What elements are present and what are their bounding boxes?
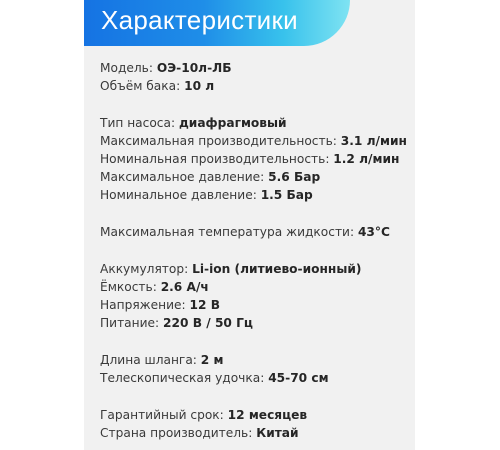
spec-value: 45-70 см [268, 371, 329, 385]
spec-row-warranty [100, 406, 415, 424]
spec-label: Модель: [100, 61, 157, 75]
spec-group-pump [100, 114, 415, 204]
spec-label: Максимальная производительность: [100, 134, 341, 148]
spec-row-nominal-flow [100, 150, 415, 168]
spec-row-battery [100, 260, 415, 278]
spec-label: Длина шланга: [100, 353, 201, 367]
spec-label: Тип насоса: [100, 116, 179, 130]
spec-value: 1.5 Бар [260, 188, 313, 202]
spec-label: Страна производитель: [100, 426, 257, 440]
spec-row-max-flow [100, 132, 415, 150]
spec-group-model [100, 59, 415, 95]
spec-value: 3.1 л/мин [340, 134, 407, 148]
spec-row-hose-length [100, 351, 415, 369]
spec-row-capacity [100, 278, 415, 296]
spec-row-telescopic-wand [100, 369, 415, 387]
spec-value: 220 В / 50 Гц [163, 316, 253, 330]
spec-label: Питание: [100, 316, 164, 330]
spec-label: Номинальная производительность: [100, 152, 334, 166]
spec-row-power-supply [100, 314, 415, 332]
spec-row-model [100, 59, 415, 77]
spec-value: ОЭ-10л-ЛБ [156, 61, 232, 75]
spec-label: Аккумулятор: [100, 262, 193, 276]
spec-value: диафрагмовый [178, 116, 287, 130]
spec-row-tank-volume [100, 77, 415, 95]
spec-row-max-temperature [100, 223, 415, 241]
spec-value: 5.6 Бар [268, 170, 321, 184]
spec-card [84, 0, 415, 450]
spec-list [100, 59, 415, 450]
spec-label: Объём бака: [100, 79, 185, 93]
spec-row-pump-type [100, 114, 415, 132]
spec-label: Максимальная температура жидкости: [100, 225, 358, 239]
spec-group-warranty [100, 406, 415, 442]
spec-row-voltage [100, 296, 415, 314]
spec-label: Телескопическая удочка: [100, 371, 269, 385]
spec-row-max-pressure [100, 168, 415, 186]
spec-label: Гарантийный срок: [100, 408, 228, 422]
spec-row-country [100, 424, 415, 442]
spec-value: 2 м [200, 353, 224, 367]
spec-value: 1.2 л/мин [333, 152, 400, 166]
spec-value: 12 месяцев [227, 408, 308, 422]
page-title: Характеристики [101, 5, 298, 35]
spec-label: Ёмкость: [100, 280, 161, 294]
spec-group-battery [100, 260, 415, 332]
spec-value: Li-ion (литиево-ионный) [192, 262, 362, 276]
spec-group-temperature [100, 223, 415, 241]
spec-value: 12 В [189, 298, 221, 312]
spec-value: 43°C [357, 225, 390, 239]
spec-group-hose [100, 351, 415, 387]
spec-value: Китай [256, 426, 299, 440]
spec-label: Номинальное давление: [100, 188, 261, 202]
spec-label: Максимальное давление: [100, 170, 269, 184]
spec-value: 2.6 А/ч [160, 280, 209, 294]
spec-value: 10 л [184, 79, 215, 93]
spec-row-nominal-pressure [100, 186, 415, 204]
spec-label: Напряжение: [100, 298, 190, 312]
